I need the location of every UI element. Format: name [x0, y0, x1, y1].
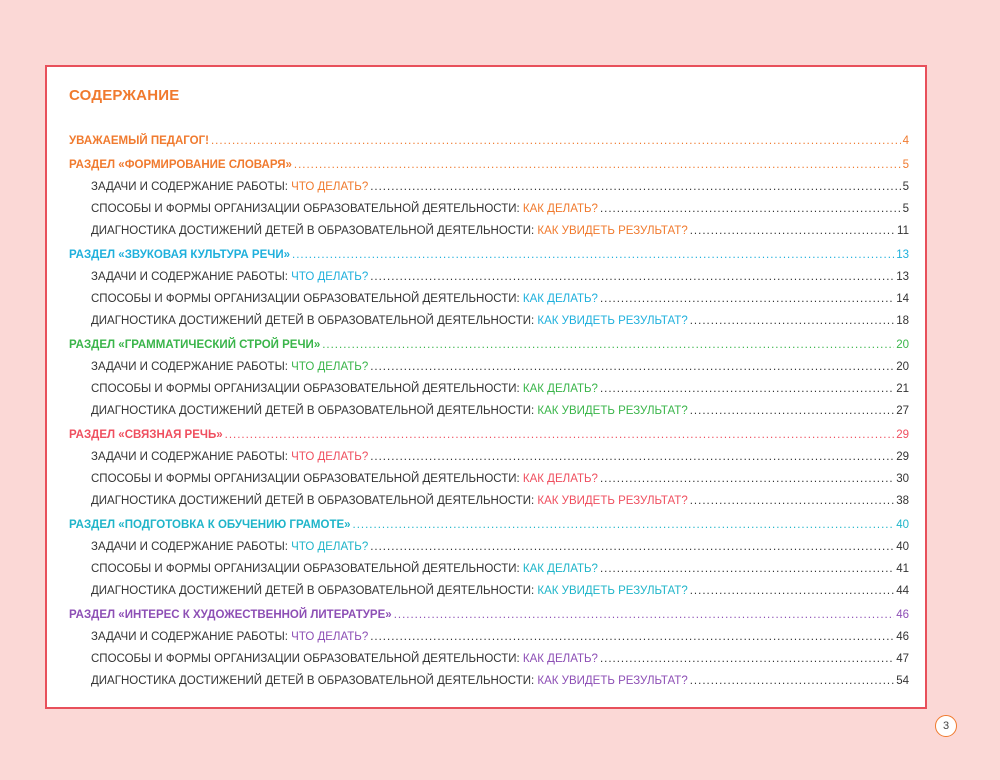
toc-subentry[interactable]: [69, 670, 909, 692]
dot-leader: [370, 446, 894, 468]
subentry-prefix: СПОСОБЫ И ФОРМЫ ОРГАНИЗАЦИИ ОБРАЗОВАТЕЛЬНОЙ ДЕЯТЕЛЬНОСТИ:: [91, 203, 523, 215]
toc-subentry-label: [91, 176, 368, 198]
dot-leader: [690, 400, 894, 422]
toc-page-number: 5: [902, 203, 909, 215]
toc-page-number: 29: [896, 451, 909, 463]
toc-subentry-label: [91, 266, 368, 288]
subentry-question: КАК УВИДЕТЬ РЕЗУЛЬТАТ?: [537, 585, 688, 597]
subentry-question: ЧТО ДЕЛАТЬ?: [291, 361, 369, 373]
dot-leader: [211, 130, 901, 152]
toc-entry-label: РАЗДЕЛ «ГРАММАТИЧЕСКИЙ СТРОЙ РЕЧИ»: [69, 339, 321, 351]
toc-entry-label: РАЗДЕЛ «СВЯЗНАЯ РЕЧЬ»: [69, 429, 223, 441]
dot-leader: [370, 626, 894, 648]
toc-subentry[interactable]: [69, 220, 909, 242]
toc-section-heading[interactable]: [69, 514, 909, 536]
subentry-question: КАК ДЕЛАТЬ?: [522, 293, 598, 305]
subentry-question: ЧТО ДЕЛАТЬ?: [291, 181, 369, 193]
toc-subentry-label: [91, 626, 368, 648]
subentry-prefix: ДИАГНОСТИКА ДОСТИЖЕНИЙ ДЕТЕЙ В ОБРАЗОВАТЕЛЬНОЙ ДЕЯТЕЛЬНОСТИ:: [91, 585, 538, 597]
toc-subentry-label: [91, 580, 688, 602]
subentry-question: ЧТО ДЕЛАТЬ?: [291, 451, 369, 463]
toc-subentry[interactable]: [69, 400, 909, 422]
toc-page-number: 40: [896, 541, 909, 553]
toc-page-number: 11: [897, 225, 909, 237]
toc-subentry-label: [91, 490, 688, 512]
dot-leader: [600, 468, 894, 490]
toc-subentry-label: [91, 558, 598, 580]
dot-leader: [600, 288, 894, 310]
subentry-prefix: СПОСОБЫ И ФОРМЫ ОРГАНИЗАЦИИ ОБРАЗОВАТЕЛЬНОЙ ДЕЯТЕЛЬНОСТИ:: [91, 383, 523, 395]
toc-subentry[interactable]: [69, 176, 909, 198]
dot-leader: [322, 334, 894, 356]
subentry-question: КАК ДЕЛАТЬ?: [522, 473, 598, 485]
dot-leader: [690, 670, 894, 692]
subentry-prefix: СПОСОБЫ И ФОРМЫ ОРГАНИЗАЦИИ ОБРАЗОВАТЕЛЬНОЙ ДЕЯТЕЛЬНОСТИ:: [91, 563, 523, 575]
dot-leader: [690, 310, 894, 332]
dot-leader: [600, 558, 894, 580]
dot-leader: [294, 154, 901, 176]
subentry-question: КАК УВИДЕТЬ РЕЗУЛЬТАТ?: [537, 495, 688, 507]
subentry-question: КАК УВИДЕТЬ РЕЗУЛЬТАТ?: [537, 315, 688, 327]
subentry-prefix: ДИАГНОСТИКА ДОСТИЖЕНИЙ ДЕТЕЙ В ОБРАЗОВАТЕЛЬНОЙ ДЕЯТЕЛЬНОСТИ:: [91, 405, 538, 417]
toc-subentry[interactable]: [69, 580, 909, 602]
toc-page-number: 20: [896, 361, 909, 373]
document-page: [45, 65, 927, 709]
toc-page-number: 47: [896, 653, 909, 665]
subentry-prefix: СПОСОБЫ И ФОРМЫ ОРГАНИЗАЦИИ ОБРАЗОВАТЕЛЬНОЙ ДЕЯТЕЛЬНОСТИ:: [91, 473, 523, 485]
toc-page-number: 4: [902, 135, 909, 147]
toc-page-number: 20: [896, 339, 909, 351]
toc-page-number: 46: [896, 631, 909, 643]
toc-page-number: 41: [896, 563, 909, 575]
subentry-prefix: ДИАГНОСТИКА ДОСТИЖЕНИЙ ДЕТЕЙ В ОБРАЗОВАТЕЛЬНОЙ ДЕЯТЕЛЬНОСТИ:: [91, 225, 538, 237]
subentry-prefix: ДИАГНОСТИКА ДОСТИЖЕНИЙ ДЕТЕЙ В ОБРАЗОВАТЕЛЬНОЙ ДЕЯТЕЛЬНОСТИ:: [91, 675, 538, 687]
dot-leader: [600, 648, 894, 670]
toc-subentry-label: [91, 198, 598, 220]
subentry-question: КАК УВИДЕТЬ РЕЗУЛЬТАТ?: [537, 225, 688, 237]
toc-page-number: 38: [896, 495, 909, 507]
toc-page-number: 5: [902, 159, 909, 171]
toc-subentry[interactable]: [69, 490, 909, 512]
subentry-question: ЧТО ДЕЛАТЬ?: [291, 271, 369, 283]
toc-page-number: 13: [896, 249, 909, 261]
subentry-prefix: СПОСОБЫ И ФОРМЫ ОРГАНИЗАЦИИ ОБРАЗОВАТЕЛЬНОЙ ДЕЯТЕЛЬНОСТИ:: [91, 293, 523, 305]
toc-page-number: 5: [902, 181, 909, 193]
subentry-prefix: ЗАДАЧИ И СОДЕРЖАНИЕ РАБОТЫ:: [91, 181, 292, 193]
toc-subentry[interactable]: [69, 198, 909, 220]
toc-page-number: 14: [896, 293, 909, 305]
toc-section-heading[interactable]: [69, 244, 909, 266]
toc-page-number: 46: [896, 609, 909, 621]
toc-subentry-label: [91, 446, 368, 468]
subentry-prefix: СПОСОБЫ И ФОРМЫ ОРГАНИЗАЦИИ ОБРАЗОВАТЕЛЬНОЙ ДЕЯТЕЛЬНОСТИ:: [91, 653, 523, 665]
dot-leader: [370, 356, 894, 378]
toc-subentry-label: [91, 468, 598, 490]
dot-leader: [690, 220, 895, 242]
toc-section-heading[interactable]: [69, 604, 909, 626]
dot-leader: [292, 244, 894, 266]
toc-subentry[interactable]: [69, 648, 909, 670]
toc-subentry[interactable]: [69, 310, 909, 332]
table-of-contents: [69, 130, 909, 692]
toc-page-number: 44: [896, 585, 909, 597]
dot-leader: [394, 604, 895, 626]
toc-subentry-label: [91, 288, 598, 310]
toc-entry-label: РАЗДЕЛ «ФОРМИРОВАНИЕ СЛОВАРЯ»: [69, 159, 292, 171]
dot-leader: [370, 266, 894, 288]
toc-section-heading[interactable]: [69, 154, 909, 176]
subentry-question: КАК ДЕЛАТЬ?: [522, 203, 598, 215]
toc-subentry[interactable]: [69, 468, 909, 490]
toc-page-number: 54: [896, 675, 909, 687]
subentry-prefix: ЗАДАЧИ И СОДЕРЖАНИЕ РАБОТЫ:: [91, 541, 292, 553]
toc-intro-entry[interactable]: [69, 130, 909, 152]
toc-subentry-label: [91, 356, 368, 378]
toc-entry-label: УВАЖАЕМЫЙ ПЕДАГОГ!: [69, 135, 209, 147]
toc-entry-label: РАЗДЕЛ «ПОДГОТОВКА К ОБУЧЕНИЮ ГРАМОТЕ»: [69, 519, 351, 531]
dot-leader: [370, 536, 894, 558]
toc-page-number: 18: [896, 315, 909, 327]
toc-subentry-label: [91, 378, 598, 400]
toc-section-heading[interactable]: [69, 424, 909, 446]
toc-page-number: 27: [896, 405, 909, 417]
dot-leader: [600, 378, 894, 400]
toc-page-number: 29: [896, 429, 909, 441]
toc-subentry[interactable]: [69, 446, 909, 468]
toc-subentry[interactable]: [69, 626, 909, 648]
dot-leader: [600, 198, 901, 220]
page-number-badge: 3: [935, 715, 957, 737]
toc-subentry[interactable]: [69, 266, 909, 288]
dot-leader: [225, 424, 895, 446]
subentry-prefix: ЗАДАЧИ И СОДЕРЖАНИЕ РАБОТЫ:: [91, 271, 292, 283]
page-title: СОДЕРЖАНИЕ: [69, 87, 180, 104]
toc-subentry-label: [91, 220, 688, 242]
subentry-question: ЧТО ДЕЛАТЬ?: [291, 541, 369, 553]
toc-subentry-label: [91, 310, 688, 332]
toc-subentry[interactable]: [69, 536, 909, 558]
dot-leader: [690, 490, 894, 512]
subentry-prefix: ДИАГНОСТИКА ДОСТИЖЕНИЙ ДЕТЕЙ В ОБРАЗОВАТЕЛЬНОЙ ДЕЯТЕЛЬНОСТИ:: [91, 495, 538, 507]
toc-subentry[interactable]: [69, 558, 909, 580]
subentry-question: КАК ДЕЛАТЬ?: [522, 563, 598, 575]
dot-leader: [370, 176, 900, 198]
subentry-prefix: ЗАДАЧИ И СОДЕРЖАНИЕ РАБОТЫ:: [91, 631, 292, 643]
subentry-prefix: ДИАГНОСТИКА ДОСТИЖЕНИЙ ДЕТЕЙ В ОБРАЗОВАТЕЛЬНОЙ ДЕЯТЕЛЬНОСТИ:: [91, 315, 538, 327]
subentry-prefix: ЗАДАЧИ И СОДЕРЖАНИЕ РАБОТЫ:: [91, 361, 292, 373]
dot-leader: [690, 580, 894, 602]
toc-page-number: 40: [896, 519, 909, 531]
toc-page-number: 13: [896, 271, 909, 283]
toc-subentry-label: [91, 648, 598, 670]
toc-section-heading[interactable]: [69, 334, 909, 356]
toc-subentry[interactable]: [69, 378, 909, 400]
toc-page-number: 21: [896, 383, 909, 395]
toc-page-number: 30: [896, 473, 909, 485]
subentry-question: ЧТО ДЕЛАТЬ?: [291, 631, 369, 643]
toc-subentry-label: [91, 536, 368, 558]
dot-leader: [353, 514, 895, 536]
subentry-prefix: ЗАДАЧИ И СОДЕРЖАНИЕ РАБОТЫ:: [91, 451, 292, 463]
toc-subentry-label: [91, 670, 688, 692]
subentry-question: КАК УВИДЕТЬ РЕЗУЛЬТАТ?: [537, 675, 688, 687]
subentry-question: КАК УВИДЕТЬ РЕЗУЛЬТАТ?: [537, 405, 688, 417]
toc-subentry[interactable]: [69, 288, 909, 310]
toc-subentry-label: [91, 400, 688, 422]
subentry-question: КАК ДЕЛАТЬ?: [522, 383, 598, 395]
toc-entry-label: РАЗДЕЛ «ИНТЕРЕС К ХУДОЖЕСТВЕННОЙ ЛИТЕРАТУРЕ»: [69, 609, 392, 621]
toc-subentry[interactable]: [69, 356, 909, 378]
toc-entry-label: РАЗДЕЛ «ЗВУКОВАЯ КУЛЬТУРА РЕЧИ»: [69, 249, 290, 261]
subentry-question: КАК ДЕЛАТЬ?: [522, 653, 598, 665]
